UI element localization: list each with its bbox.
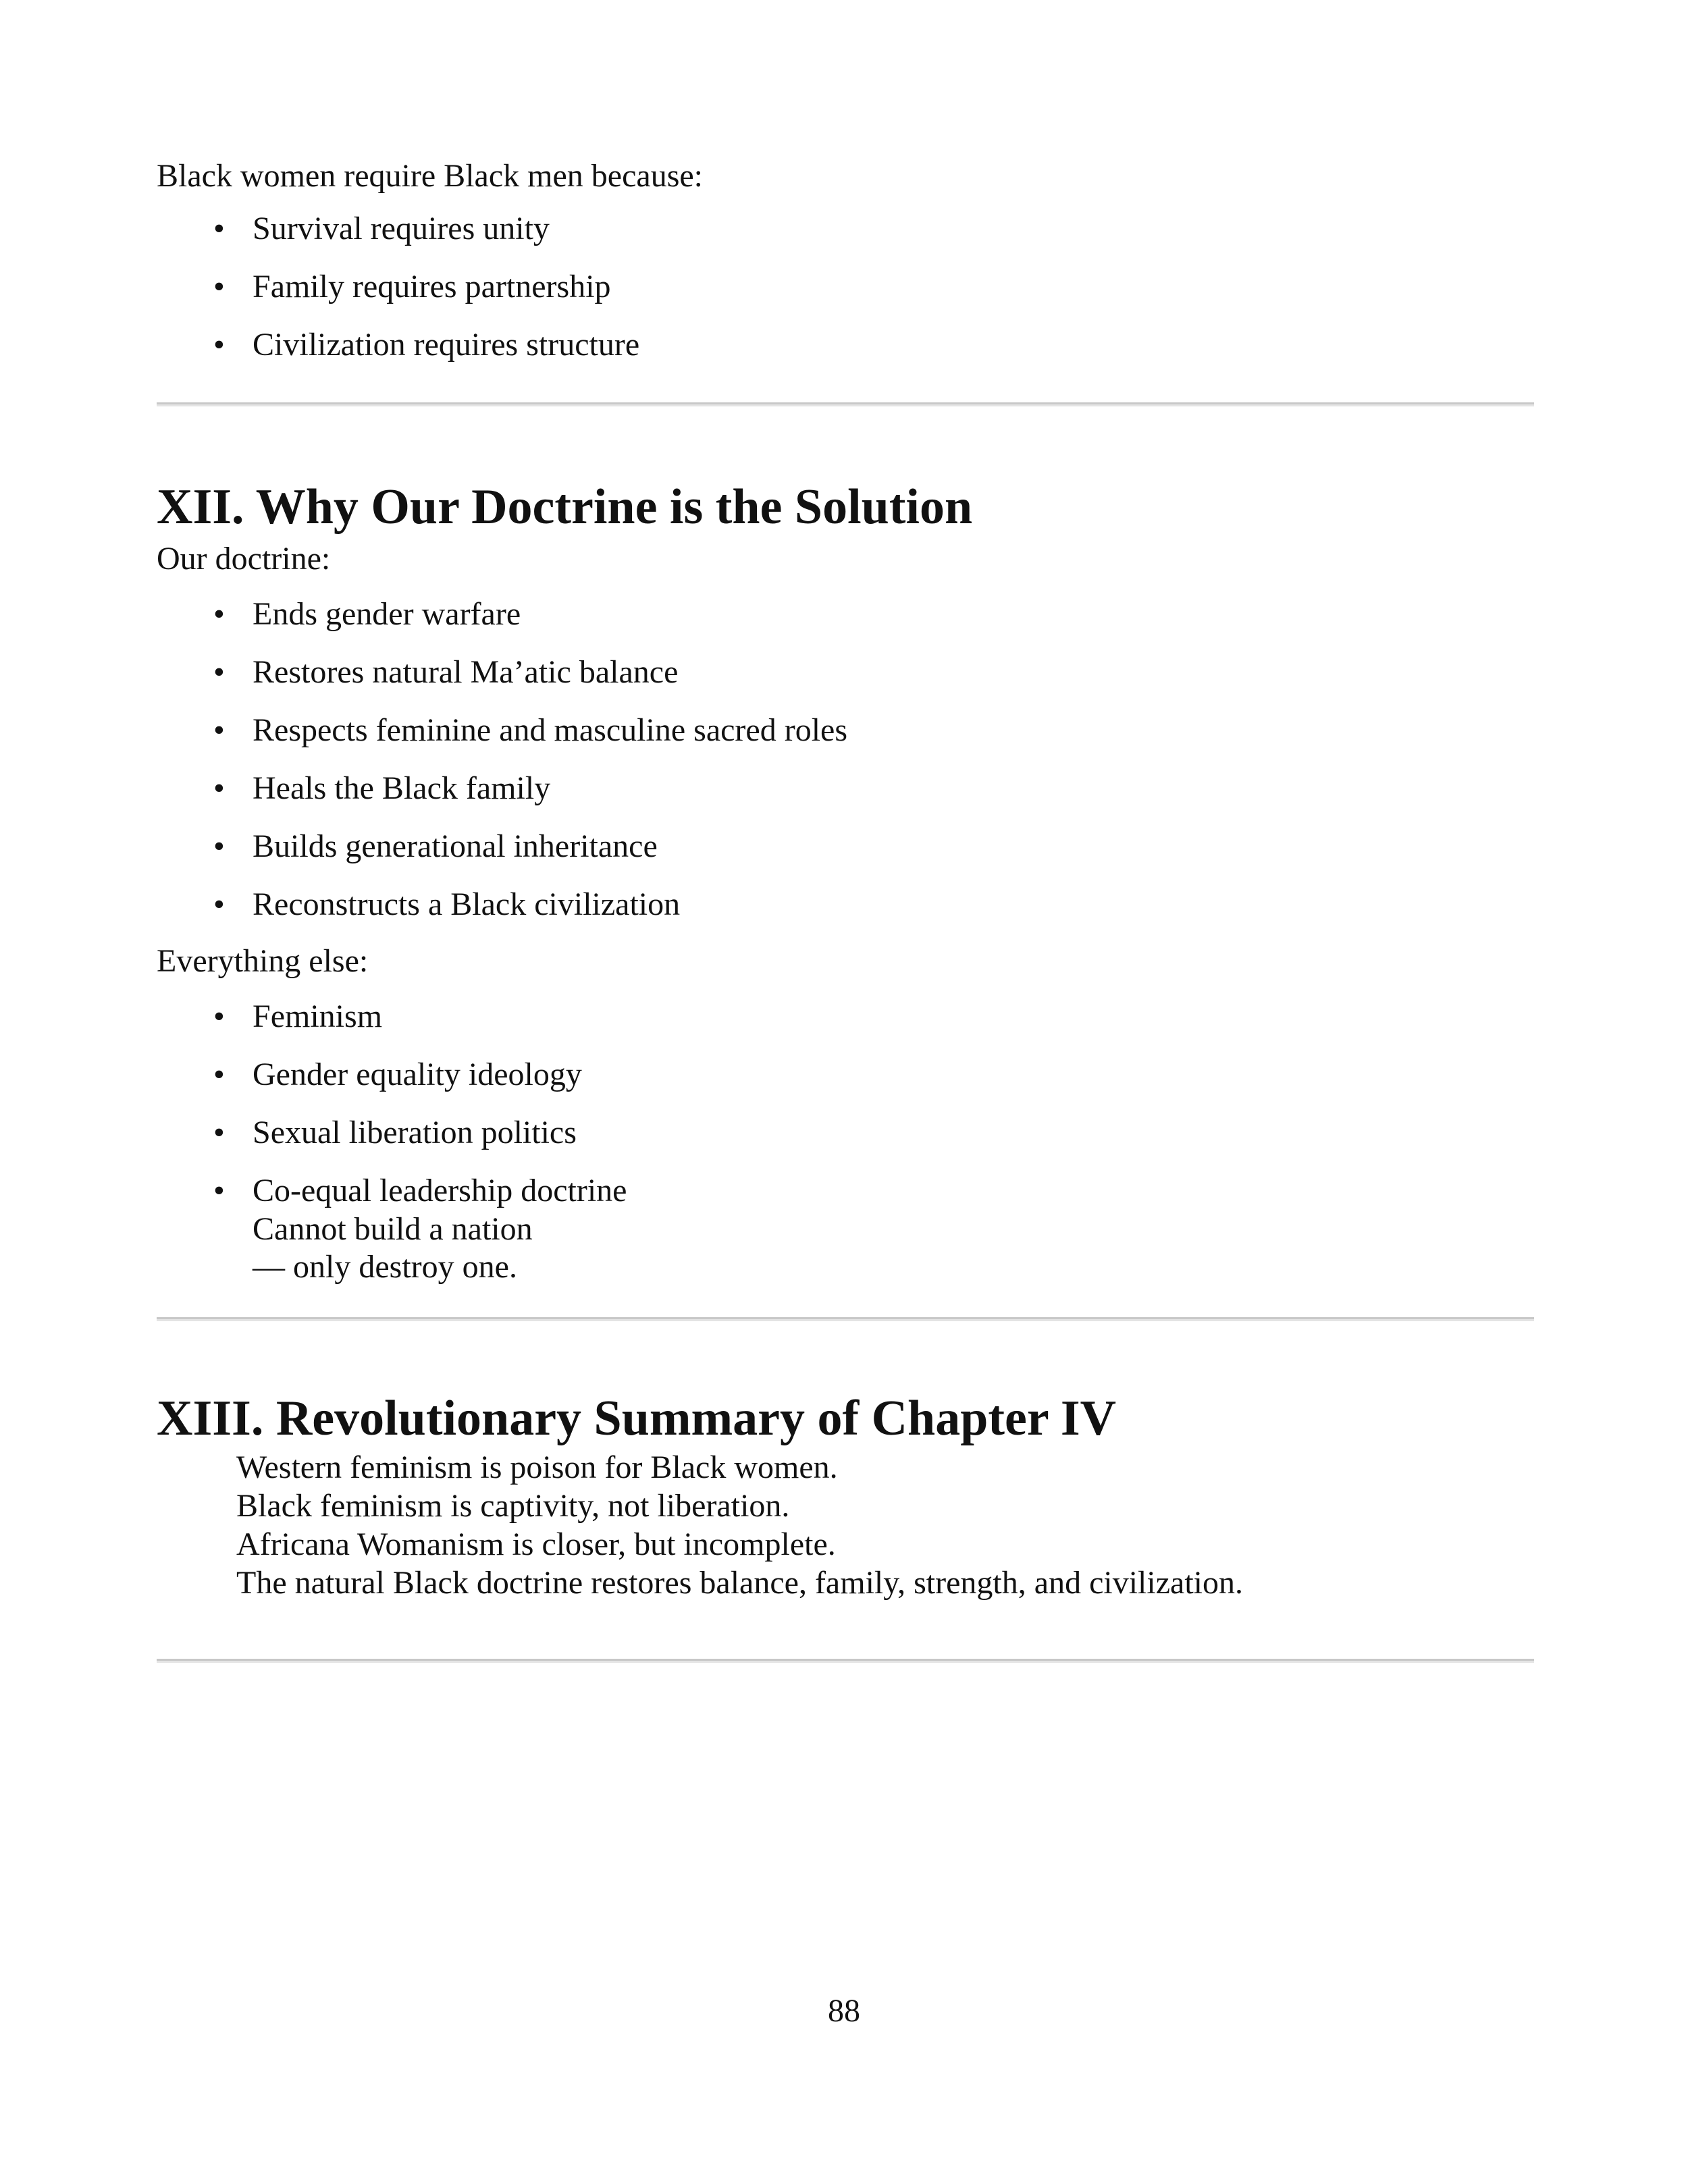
bullet-icon: • [213,269,225,304]
section-xii-lead-2: Everything else: [157,943,369,979]
summary-line: Black feminism is captivity, not liberation. [236,1488,790,1524]
list-item: • Builds generational inheritance [213,827,1534,866]
list-item: • Gender equality ideology [213,1055,1534,1094]
bullet-icon: • [213,998,225,1034]
everything-else-bullet-list [157,997,1534,1286]
bullet-icon: • [213,596,225,632]
section-divider [157,1659,1534,1663]
continuation-line: — only destroy one. [253,1249,517,1285]
bullet-icon: • [213,654,225,690]
list-item: • Respects feminine and masculine sacred roles [213,711,1534,750]
summary-line: Africana Womanism is closer, but incomplete. [236,1526,836,1562]
bullet-icon: • [213,1173,225,1208]
intro-bullet-list [157,209,1534,365]
list-item: • Family requires partnership [213,267,1534,307]
list-item: • Feminism [213,997,1534,1036]
list-item: • Restores natural Ma’atic balance [213,653,1534,692]
page-content [157,0,1534,1663]
bullet-icon: • [213,1057,225,1092]
section-heading-xii: XII. Why Our Doctrine is the Solution [157,479,973,535]
list-item: • Heals the Black family [213,769,1534,808]
summary-line: Western feminism is poison for Black women. [236,1449,838,1485]
list-item: • Sexual liberation politics [213,1113,1534,1152]
summary-line: The natural Black doctrine restores balance, family, strength, and civilization. [236,1565,1243,1601]
bullet-icon: • [213,1115,225,1150]
section-xii-lead: Our doctrine: [157,541,331,577]
chapter-summary [157,1448,1534,1602]
bullet-icon: • [213,886,225,922]
section-heading-xiii: XIII. Revolutionary Summary of Chapter IV [157,1391,1117,1446]
list-item: • Ends gender warfare [213,595,1534,634]
bullet-icon: • [213,712,225,748]
intro-lead: Black women require Black men because: [157,158,704,194]
doctrine-bullet-list [157,595,1534,924]
bullet-icon: • [213,770,225,806]
list-item: • Civilization requires structure [213,325,1534,365]
bullet-icon: • [213,327,225,363]
page-number: 88 [828,1993,860,2029]
bullet-icon: • [213,211,225,246]
bullet-icon: • [213,828,225,864]
list-item: • Survival requires unity [213,209,1534,248]
list-item: • Co-equal leadership doctrine Cannot build a nation — only destroy one. [213,1171,1534,1286]
list-item: • Reconstructs a Black civilization [213,885,1534,924]
continuation-line: Cannot build a nation [253,1211,533,1247]
